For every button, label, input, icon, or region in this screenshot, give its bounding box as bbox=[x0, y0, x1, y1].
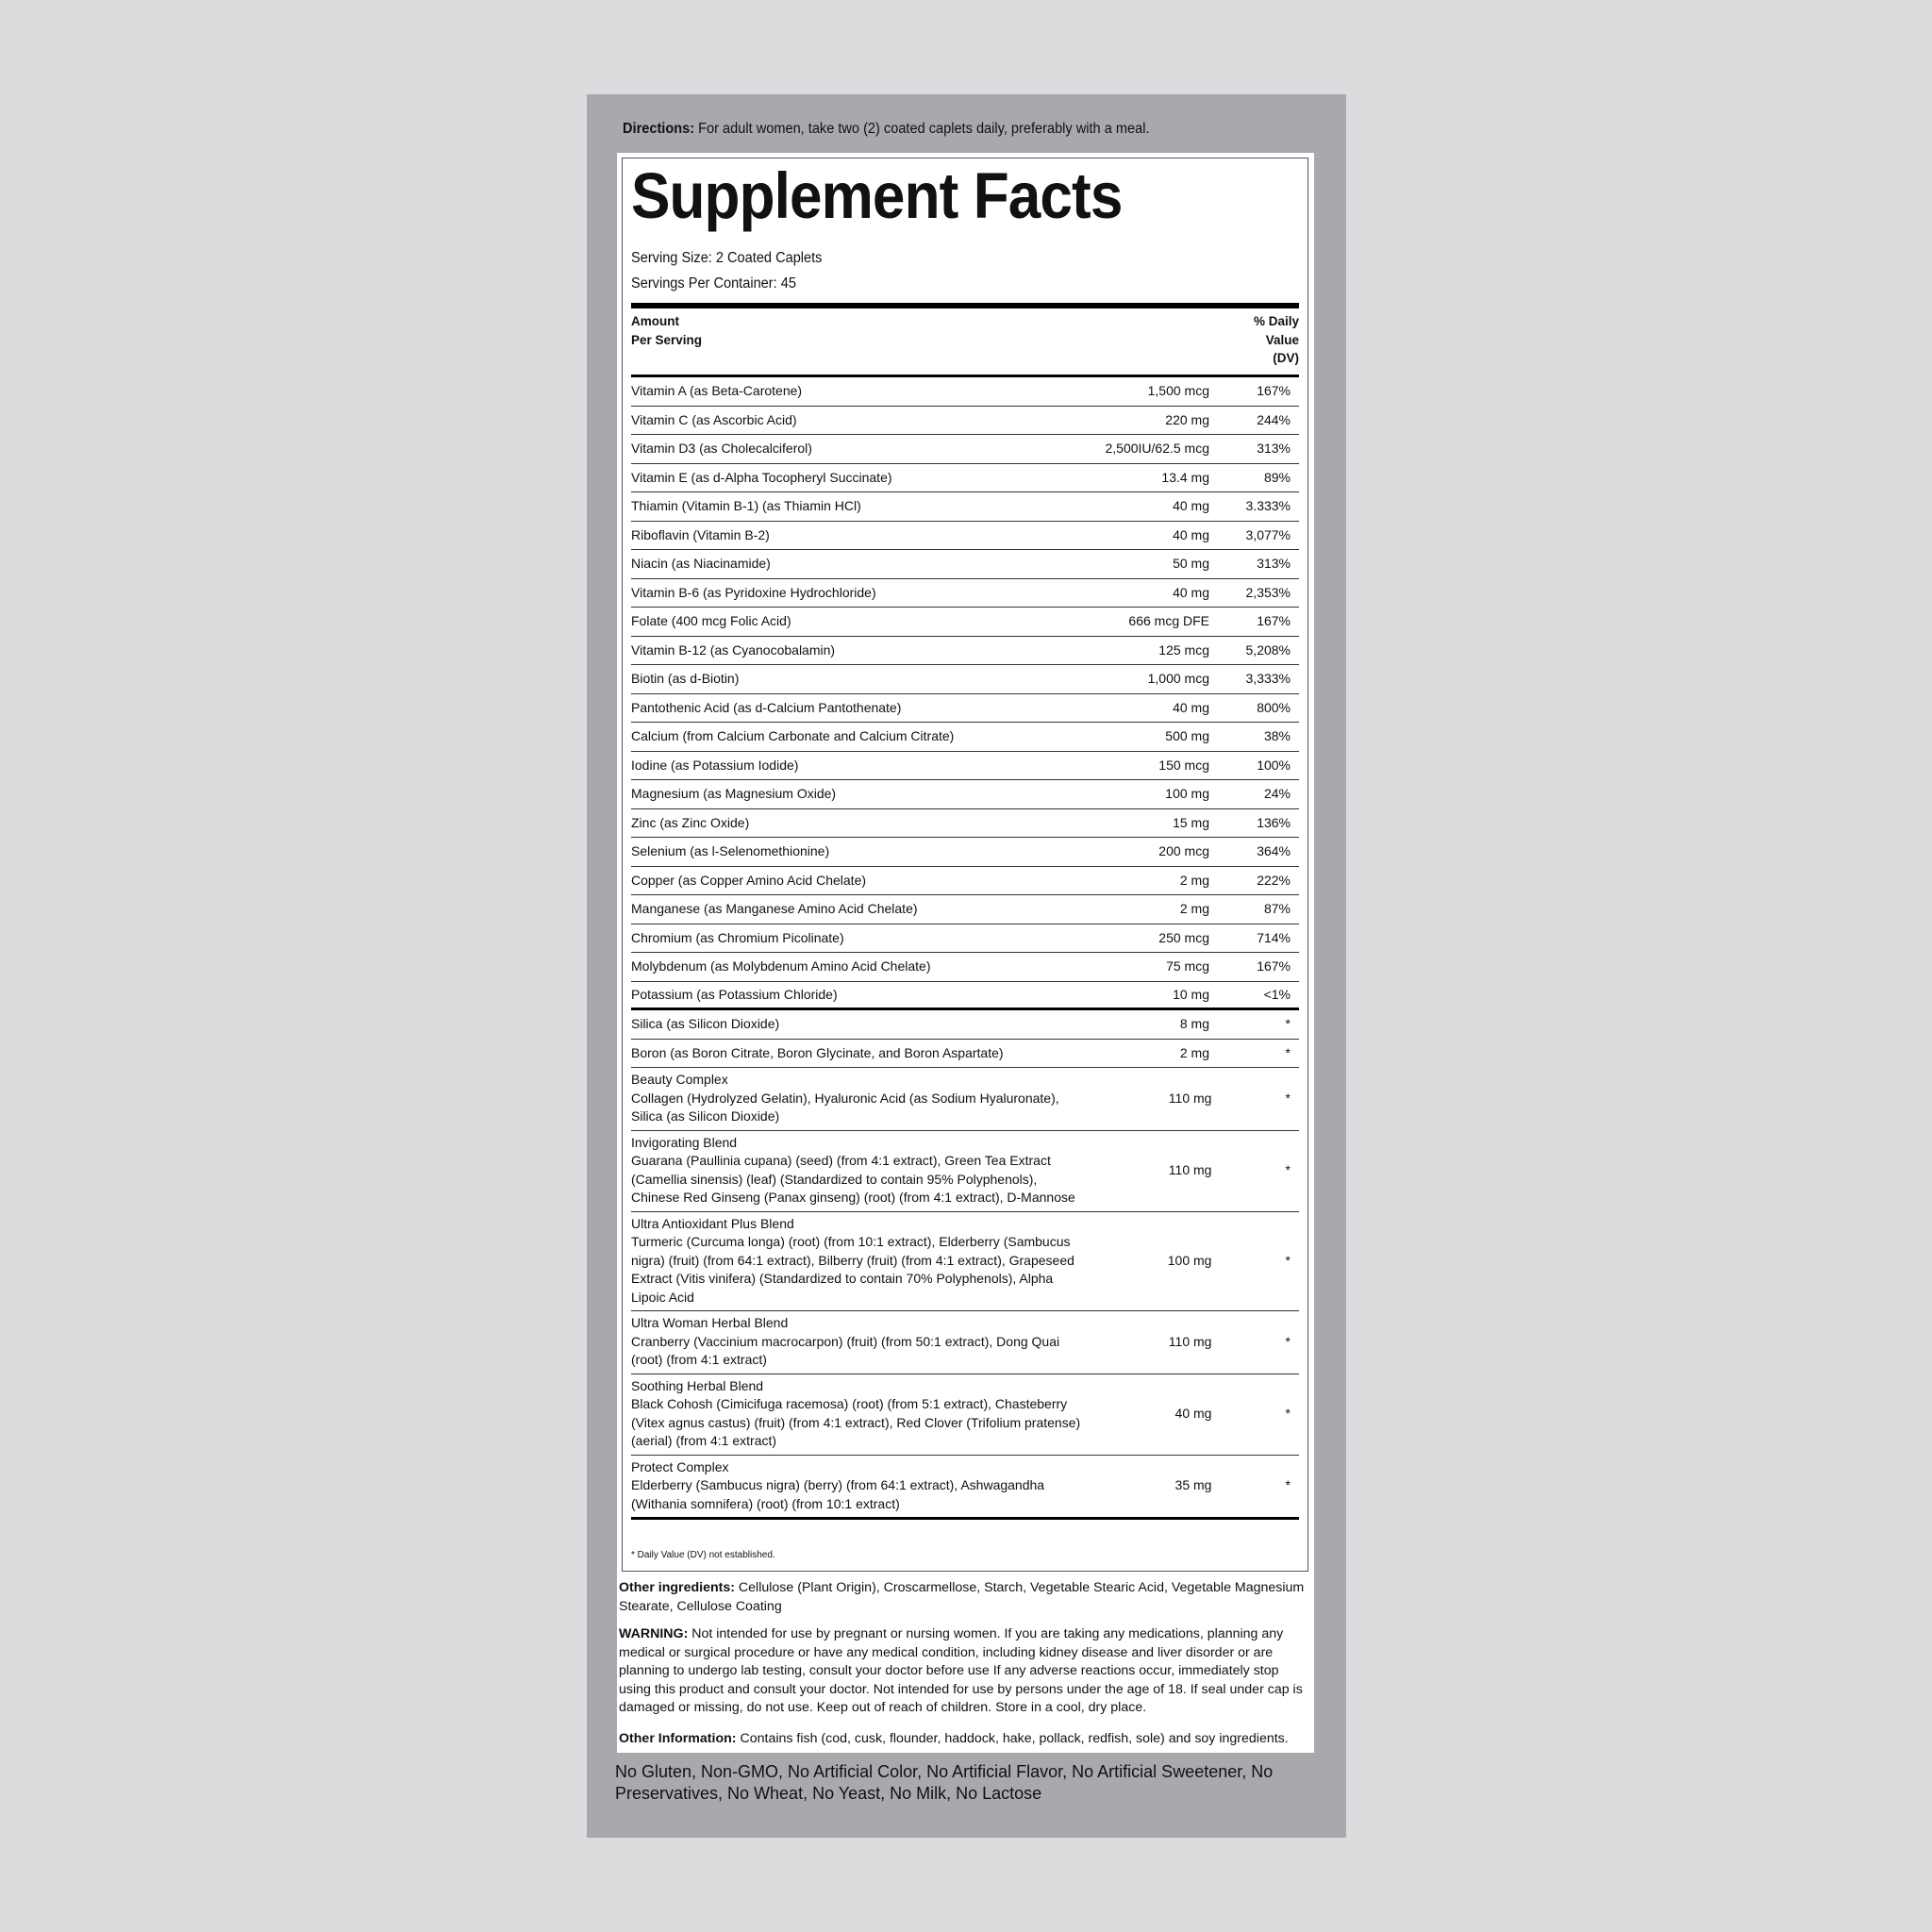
nutrient-amount: 2 mg bbox=[1179, 901, 1209, 916]
nutrient-dv: 244% bbox=[1257, 411, 1291, 427]
nutrient-amount: 220 mg bbox=[1165, 411, 1209, 427]
blend-row bbox=[631, 1131, 1299, 1212]
blend-dv: * bbox=[1285, 1405, 1291, 1421]
nutrient-amount: 150 mcg bbox=[1158, 757, 1209, 773]
blend-title: Soothing Herbal Blend bbox=[631, 1377, 764, 1393]
blend-row bbox=[631, 1068, 1299, 1131]
blend-ingredients: Turmeric (Curcuma longa) (root) (from 10:1 extract), Elderberry (Sambucus nigra) (fruit) (from 64:1 extract), Bilberry (fruit) (from 4:1 extract), Grapeseed Extract (Vitis vinifera) (Standardized to contain 70% Polyphenols), Alpha Lipoic Acid bbox=[631, 1234, 1074, 1305]
blend-row bbox=[631, 1311, 1299, 1374]
nutrient-amount: 13.4 mg bbox=[1161, 469, 1209, 485]
servings-per-container: Servings Per Container: 45 bbox=[631, 275, 796, 291]
nutrient-dv: 313% bbox=[1257, 441, 1291, 456]
other-amount: 8 mg bbox=[1179, 1016, 1209, 1031]
nutrient-amount: 1,500 mcg bbox=[1147, 383, 1209, 398]
blend-amount: 40 mg bbox=[1174, 1405, 1212, 1421]
directions-label: Directions: bbox=[623, 121, 695, 137]
blend-dv: * bbox=[1285, 1161, 1291, 1177]
blend-ingredients: Collagen (Hydrolyzed Gelatin), Hyaluronic Acid (as Sodium Hyaluronate), Silica (as Silicon Dioxide) bbox=[631, 1090, 1059, 1124]
other-information-text: Contains fish (cod, cusk, flounder, haddock, hake, pollack, redfish, sole) and soy ingredients. bbox=[736, 1731, 1289, 1746]
nutrient-dv: 800% bbox=[1257, 699, 1291, 715]
serving-size: Serving Size: 2 Coated Caplets bbox=[631, 250, 823, 266]
nutrient-name: Vitamin B-12 (as Cyanocobalamin) bbox=[631, 641, 836, 658]
nutrient-dv: 222% bbox=[1257, 872, 1291, 888]
blend-row bbox=[631, 1212, 1299, 1312]
dv-header-line3: (DV) bbox=[1273, 351, 1299, 365]
blend-dv: * bbox=[1285, 1333, 1291, 1349]
nutrient-name: Biotin (as d-Biotin) bbox=[631, 671, 740, 686]
amount-header-line2: Per Serving bbox=[631, 332, 703, 347]
other-ingredients-label: Other ingredients: bbox=[619, 1580, 735, 1595]
nutrient-dv: 167% bbox=[1257, 958, 1291, 974]
directions-text: For adult women, take two (2) coated caplets daily, preferably with a meal. bbox=[694, 121, 1150, 137]
nutrient-amount: 10 mg bbox=[1173, 986, 1209, 1002]
other-name: Boron (as Boron Citrate, Boron Glycinate, and Boron Aspartate) bbox=[631, 1044, 1004, 1060]
warning bbox=[619, 1625, 1312, 1718]
nutrient-dv: 87% bbox=[1263, 901, 1291, 916]
dv-footnote: * Daily Value (DV) not established. bbox=[631, 1550, 775, 1560]
nutrient-amount: 2 mg bbox=[1179, 872, 1209, 888]
supplement-label bbox=[617, 153, 1314, 1753]
nutrient-dv: 3,333% bbox=[1245, 671, 1291, 686]
directions bbox=[623, 121, 1150, 138]
nutrient-amount: 50 mg bbox=[1173, 556, 1209, 571]
nutrient-amount: 40 mg bbox=[1173, 699, 1209, 715]
blend-title: Ultra Woman Herbal Blend bbox=[631, 1315, 789, 1330]
nutrient-amount: 666 mcg DFE bbox=[1128, 613, 1209, 628]
nutrient-dv: 5,208% bbox=[1245, 641, 1291, 658]
nutrient-amount: 500 mg bbox=[1165, 728, 1209, 743]
other-information-label: Other Information: bbox=[619, 1731, 737, 1746]
nutrient-name: Selenium (as l-Selenomethionine) bbox=[631, 843, 830, 858]
blend-amount: 110 mg bbox=[1168, 1090, 1212, 1106]
other-ingredients-text: Cellulose (Plant Origin), Croscarmellose, Starch, Vegetable Stearic Acid, Vegetable Magnesium Stearate, Cellulose Coating bbox=[619, 1580, 1305, 1614]
warning-label: WARNING: bbox=[619, 1626, 689, 1641]
nutrient-dv: 714% bbox=[1257, 929, 1291, 945]
nutrient-dv: 38% bbox=[1263, 728, 1291, 743]
nutrient-dv: 24% bbox=[1263, 786, 1291, 801]
supplement-facts-box bbox=[622, 158, 1308, 1572]
nutrient-dv: 3,077% bbox=[1245, 526, 1291, 542]
blend-dv: * bbox=[1285, 1252, 1291, 1268]
blend-row bbox=[631, 1374, 1299, 1456]
blend-amount: 110 mg bbox=[1168, 1333, 1212, 1349]
nutrient-amount: 125 mcg bbox=[1158, 641, 1209, 658]
nutrient-name: Vitamin B-6 (as Pyridoxine Hydrochloride) bbox=[631, 584, 876, 600]
nutrient-table bbox=[631, 377, 1299, 1520]
nutrient-dv: 3.333% bbox=[1245, 498, 1291, 513]
nutrient-name: Folate (400 mcg Folic Acid) bbox=[631, 613, 791, 628]
nutrient-amount: 15 mg bbox=[1173, 814, 1209, 830]
nutrient-name: Vitamin C (as Ascorbic Acid) bbox=[631, 411, 797, 427]
nutrient-amount: 200 mcg bbox=[1158, 843, 1209, 858]
blend-amount: 35 mg bbox=[1174, 1477, 1212, 1492]
blend-title: Beauty Complex bbox=[631, 1072, 728, 1087]
nutrient-name: Vitamin A (as Beta-Carotene) bbox=[631, 383, 803, 398]
blend-ingredients: Black Cohosh (Cimicifuga racemosa) (root) (from 5:1 extract), Chasteberry (Vitex agnus castus) (fruit) (from 4:1 extract), Red Clover (Trifolium pratense) (aerial) (from 4:1 extract) bbox=[631, 1396, 1081, 1448]
dv-header-line1: % Daily bbox=[1253, 314, 1299, 328]
blend-ingredients: Cranberry (Vaccinium macrocarpon) (fruit) (from 50:1 extract), Dong Quai (root) (from 4:1 extract) bbox=[631, 1333, 1060, 1367]
free-from-statement: No Gluten, Non-GMO, No Artificial Color, No Artificial Flavor, No Artificial Sweetener, No Preservatives, No Wheat, No Yeast, No Milk, No Lactose bbox=[615, 1762, 1274, 1803]
nutrient-amount: 2,500IU/62.5 mcg bbox=[1105, 441, 1209, 456]
nutrient-dv: 167% bbox=[1257, 613, 1291, 628]
daily-value-header bbox=[1254, 312, 1299, 368]
nutrient-amount: 40 mg bbox=[1173, 526, 1209, 542]
nutrient-amount: 40 mg bbox=[1173, 584, 1209, 600]
nutrient-amount: 40 mg bbox=[1173, 498, 1209, 513]
nutrient-dv: 2,353% bbox=[1245, 584, 1291, 600]
nutrient-name: Molybdenum (as Molybdenum Amino Acid Chelate) bbox=[631, 958, 931, 974]
nutrient-amount: 100 mg bbox=[1165, 786, 1209, 801]
other-dv: * bbox=[1285, 1016, 1291, 1031]
nutrient-name: Calcium (from Calcium Carbonate and Calcium Citrate) bbox=[631, 728, 955, 743]
blend-amount: 100 mg bbox=[1167, 1252, 1212, 1268]
nutrient-name: Zinc (as Zinc Oxide) bbox=[631, 814, 750, 830]
nutrient-name: Pantothenic Acid (as d-Calcium Pantothenate) bbox=[631, 699, 902, 715]
other-information bbox=[619, 1730, 1312, 1749]
blend-title: Ultra Antioxidant Plus Blend bbox=[631, 1215, 794, 1231]
blend-dv: * bbox=[1285, 1090, 1291, 1106]
nutrient-name: Copper (as Copper Amino Acid Chelate) bbox=[631, 872, 867, 888]
nutrient-amount: 250 mcg bbox=[1158, 929, 1209, 945]
nutrient-name: Riboflavin (Vitamin B-2) bbox=[631, 526, 770, 542]
nutrient-name: Manganese (as Manganese Amino Acid Chelate) bbox=[631, 901, 918, 916]
nutrient-amount: 1,000 mcg bbox=[1147, 671, 1209, 686]
label-panel bbox=[587, 94, 1346, 1838]
blend-title: Invigorating Blend bbox=[631, 1134, 738, 1150]
blend-ingredients: Guarana (Paullinia cupana) (seed) (from 4:1 extract), Green Tea Extract (Camellia sinensis) (leaf) (Standardized to contain 95% Polyphenols), Chinese Red Ginseng (Panax ginseng) (root) (from 4:1 extract), D-Mannose bbox=[631, 1153, 1075, 1205]
thick-rule-top bbox=[631, 303, 1299, 308]
nutrient-dv: 313% bbox=[1257, 556, 1291, 571]
nutrient-dv: <1% bbox=[1263, 986, 1291, 1002]
blend-ingredients: Elderberry (Sambucus nigra) (berry) (from 64:1 extract), Ashwagandha (Withania somnifera) (root) (from 10:1 extract) bbox=[631, 1477, 1045, 1511]
amount-per-serving-header bbox=[631, 312, 702, 349]
nutrient-amount: 75 mcg bbox=[1166, 958, 1209, 974]
amount-header-line1: Amount bbox=[631, 314, 679, 328]
nutrient-name: Thiamin (Vitamin B-1) (as Thiamin HCl) bbox=[631, 498, 861, 513]
warning-text: Not intended for use by pregnant or nursing women. If you are taking any medications, planning any medical or surgical procedure or have any medical condition, including kidney disease and liver disorder or are planning to undergo lab testing, consult your doctor before use If any adverse reactions occur, immediately stop using this product and consult your doctor. Not intended for use by persons under the age of 18. If seal under cap is damaged or missing, do not use. Keep out of reach of children. Store in a cool, dry place. bbox=[619, 1626, 1303, 1715]
blend-title: Protect Complex bbox=[631, 1458, 729, 1474]
blend-amount: 110 mg bbox=[1168, 1161, 1212, 1177]
other-dv: * bbox=[1285, 1044, 1291, 1060]
blend-dv: * bbox=[1285, 1477, 1291, 1492]
nutrient-dv: 364% bbox=[1257, 843, 1291, 858]
nutrient-dv: 136% bbox=[1257, 814, 1291, 830]
nutrient-dv: 100% bbox=[1257, 757, 1291, 773]
nutrient-dv: 89% bbox=[1263, 469, 1291, 485]
other-amount: 2 mg bbox=[1179, 1044, 1209, 1060]
other-name: Silica (as Silicon Dioxide) bbox=[631, 1016, 780, 1031]
blend-row bbox=[631, 1456, 1299, 1521]
nutrient-name: Chromium (as Chromium Picolinate) bbox=[631, 929, 844, 945]
nutrient-name: Vitamin E (as d-Alpha Tocopheryl Succinate) bbox=[631, 469, 892, 485]
nutrient-name: Iodine (as Potassium Iodide) bbox=[631, 757, 799, 773]
other-ingredients bbox=[619, 1579, 1312, 1616]
nutrient-name: Niacin (as Niacinamide) bbox=[631, 556, 771, 571]
nutrient-name: Magnesium (as Magnesium Oxide) bbox=[631, 786, 837, 801]
supplement-facts-title: Supplement Facts bbox=[631, 159, 1123, 232]
dv-header-line2: Value bbox=[1265, 332, 1299, 347]
nutrient-dv: 167% bbox=[1257, 383, 1291, 398]
nutrient-name: Vitamin D3 (as Cholecalciferol) bbox=[631, 441, 812, 456]
nutrient-name: Potassium (as Potassium Chloride) bbox=[631, 986, 838, 1002]
